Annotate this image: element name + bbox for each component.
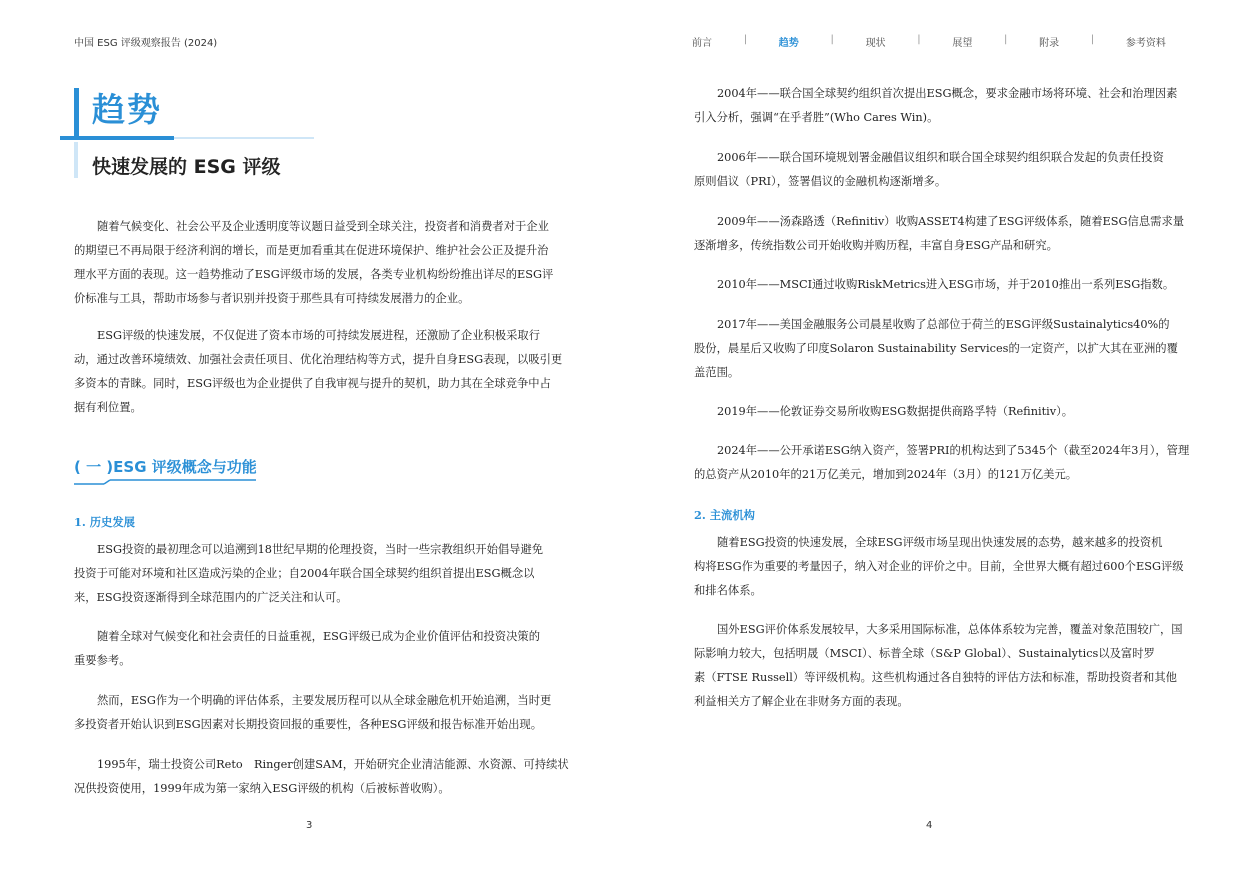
- history-heading: 1. 历史发展: [74, 515, 135, 529]
- top-navigation: [692, 34, 1166, 49]
- text-line: 多资本的青睐。同时，ESG评级也为企业提供了自我审视与提升的契机，助力其在全球竞争中占: [74, 377, 551, 390]
- nav-separator: |: [1004, 34, 1008, 45]
- text-line: 的总资产从2010年的21万亿美元，增加到2024年（3月）的121万亿美元。: [694, 468, 1078, 481]
- text-line: 2010年——MSCI通过收购RiskMetrics进入ESG市场，并于2010推出一系列ESG指数。: [717, 278, 1175, 291]
- text-line: 逐渐增多，传统指数公司开始收购并购历程，丰富自身ESG产品和研究。: [694, 239, 1058, 252]
- text-line: 重要参考。: [74, 654, 131, 667]
- nav-item-trends[interactable]: 趋势: [778, 38, 799, 49]
- text-line: 1995年，瑞士投资公司Reto Ringer创建SAM，开始研究企业清洁能源、水资源、可持续状: [97, 758, 569, 771]
- chapter-subtitle: 快速发展的 ESG 评级: [92, 156, 281, 178]
- nav-item-outlook[interactable]: 展望: [952, 38, 973, 49]
- text-line: 随着全球对气候变化和社会责任的日益重视，ESG评级已成为企业价值评估和投资决策的: [97, 630, 540, 643]
- report-title: 中国 ESG 评级观察报告 (2024): [74, 38, 218, 49]
- title-underline-light: [174, 137, 314, 139]
- section-underline: [74, 479, 264, 489]
- text-line: 2019年——伦敦证券交易所收购ESG数据提供商路孚特（Refinitiv）。: [717, 405, 1074, 418]
- history-paragraph-1: [74, 538, 546, 610]
- nav-separator: |: [1090, 34, 1095, 45]
- text-line: 素（FTSE Russell）等评级机构。这些机构通过各自独特的评估方法和标准，帮助投资者和其他: [694, 671, 1177, 684]
- text-line: 随着ESG投资的快速发展，全球ESG评级市场呈现出快速发展的态势，越来越多的投资机: [717, 536, 1163, 549]
- text-line: 2006年——联合国环境规划署金融倡议组织和联合国全球契约组织联合发起的负责任投资: [717, 151, 1164, 164]
- nav-separator: |: [830, 34, 834, 45]
- right-page: [620, 0, 1240, 876]
- main-institutions-heading: 2. 主流机构: [694, 508, 755, 522]
- page-number: 4: [926, 820, 933, 831]
- text-line: 理水平方面的表现。这一趋势推动了ESG评级市场的发展，各类专业机构纷纷推出详尽的ESG评: [74, 268, 554, 281]
- timeline-2017: [694, 313, 1178, 385]
- text-line: 利益相关方了解企业在非财务方面的表现。: [694, 695, 909, 708]
- text-line: 2017年——美国金融服务公司晨星收购了总部位于荷兰的ESG评级Sustainalytics40%的: [717, 318, 1170, 331]
- intro-paragraph-2: [74, 324, 563, 420]
- title-accent-bar: [74, 88, 79, 140]
- nav-item-preface[interactable]: 前言: [692, 38, 712, 49]
- timeline-2006: [694, 146, 1166, 194]
- history-paragraph-4: [74, 753, 569, 801]
- timeline-2010: [694, 273, 1175, 297]
- text-line: 2009年——汤森路透（Refinitiv）收购ASSET4构建了ESG评级体系，随着ESG信息需求量: [717, 215, 1185, 228]
- subtitle-accent-bar: [74, 142, 78, 178]
- timeline-2009: [694, 210, 1185, 258]
- text-line: 据有利位置。: [74, 401, 142, 414]
- text-line: 引入分析，强调“在乎者胜”(Who Cares Win)。: [694, 111, 939, 124]
- nav-item-appendix[interactable]: 附录: [1039, 38, 1060, 49]
- text-line: 原则倡议（PRI），签署倡议的金融机构逐渐增多。: [694, 175, 947, 188]
- nav-separator: |: [917, 34, 921, 45]
- chapter-title: 趋势: [92, 90, 162, 129]
- text-line: 价标准与工具，帮助市场参与者识别并投资于那些具有可持续发展潜力的企业。: [74, 292, 470, 305]
- page-number: 3: [306, 820, 313, 831]
- text-line: 际影响力较大，包括明晟（MSCI）、标普全球（S&P Global）、Sustainalytics以及富时罗: [694, 647, 1155, 660]
- timeline-2004: [694, 82, 1178, 130]
- history-paragraph-3: [74, 689, 552, 737]
- text-line: 构将ESG作为重要的考量因子，纳入对企业的评价之中。目前，全世界大概有超过600个ESG评级: [694, 560, 1184, 573]
- text-line: 然而，ESG作为一个明确的评估体系，主要发展历程可以从全球金融危机开始追溯，当时更: [97, 694, 552, 707]
- text-line: 来，ESG投资逐渐得到全球范围内的广泛关注和认可。: [74, 591, 348, 604]
- text-line: 动，通过改善环境绩效、加强社会责任项目、优化治理结构等方式，提升自身ESG表现，以吸引更: [74, 353, 563, 366]
- text-line: 和排名体系。: [694, 584, 762, 597]
- timeline-2019: [694, 400, 1166, 424]
- text-line: 随着气候变化、社会公平及企业透明度等议题日益受到全球关注，投资者和消费者对于企业: [97, 220, 549, 233]
- intro-paragraph-1: [74, 215, 554, 311]
- text-line: 2024年——公开承诺ESG纳入资产，签署PRI的机构达到了5345个（截至2024年3月），管理: [717, 444, 1190, 457]
- text-line: 多投资者开始认识到ESG因素对长期投资回报的重要性，各种ESG评级和报告标准开始出现。: [74, 718, 543, 731]
- text-line: 股份，晨星后又收购了印度Solaron Sustainability Services的一定资产，以扩大其在亚洲的覆: [694, 342, 1178, 355]
- main-institutions-paragraph-1: [694, 531, 1184, 603]
- text-line: 国外ESG评价体系发展较早，大多采用国际标准，总体体系较为完善，覆盖对象范围较广，国: [717, 623, 1183, 636]
- text-line: 况供投资使用，1999年成为第一家纳入ESG评级的机构（后被标普收购）。: [74, 782, 450, 795]
- text-line: ESG投资的最初理念可以追溯到18世纪早期的伦理投资，当时一些宗教组织开始倡导避免: [97, 543, 544, 556]
- title-underline: [60, 136, 174, 140]
- text-line: 盖范围。: [694, 366, 740, 379]
- section-title: ( 一 )ESG 评级概念与功能: [74, 458, 257, 476]
- text-line: 投资于可能对环境和社区造成污染的企业；自2004年联合国全球契约组织首提出ESG概念以: [74, 567, 535, 580]
- nav-separator: |: [743, 34, 748, 45]
- text-line: ESG评级的快速发展，不仅促进了资本市场的可持续发展进程，还激励了企业积极采取行: [97, 329, 540, 342]
- history-paragraph-2: [74, 625, 546, 673]
- text-line: 的期望已不再局限于经济利润的增长，而是更加看重其在促进环境保护、维护社会公正及提升治: [74, 244, 549, 257]
- main-institutions-paragraph-2: [694, 618, 1183, 714]
- nav-item-references[interactable]: 参考资料: [1125, 38, 1166, 49]
- nav-item-status[interactable]: 现状: [865, 38, 886, 49]
- timeline-2024: [694, 439, 1190, 487]
- text-line: 2004年——联合国全球契约组织首次提出ESG概念，要求金融市场将环境、社会和治理因素: [717, 87, 1178, 100]
